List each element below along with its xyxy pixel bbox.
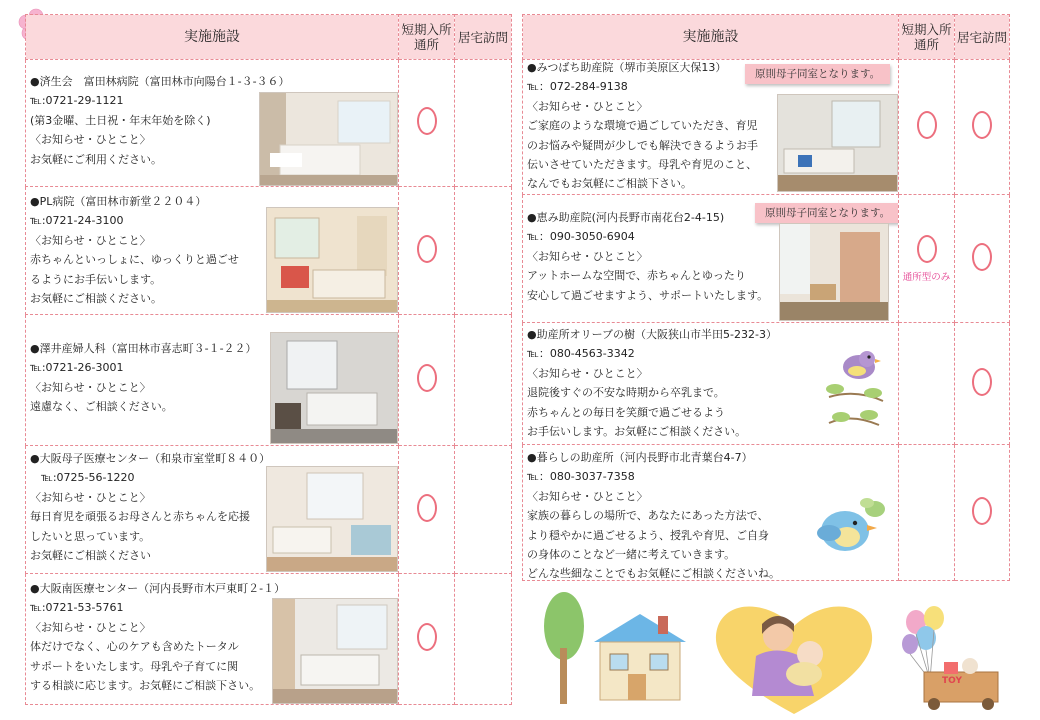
header-short-stay: 短期入所 通所 xyxy=(899,15,955,60)
bird-on-branch-icon xyxy=(821,337,891,437)
facility-text: 安心して過ごせますよう、サポートいたします。 xyxy=(527,288,769,302)
facility-text: アットホームな空間で、赤ちゃんとゆったり xyxy=(527,269,746,283)
facility-text: お気軽にご相談ください。 xyxy=(30,292,162,306)
facility-text: 〈お知らせ・ひとこと〉 xyxy=(30,233,151,247)
facility-text: 〈お知らせ・ひとこと〉 xyxy=(30,620,151,634)
blue-bird-icon xyxy=(805,495,889,565)
facility-phone: ℡:0721-24-3100 xyxy=(30,214,124,228)
balloons-icon xyxy=(900,604,1010,714)
facility-text: 〈お知らせ・ひとこと〉 xyxy=(30,490,151,504)
facility-text: 〈お知らせ・ひとこと〉 xyxy=(30,133,151,147)
facility-name: ●大阪母子医療センター（和泉市室堂町８４０） xyxy=(30,452,271,465)
home-visit-cell xyxy=(455,574,512,705)
facility-cell xyxy=(26,315,399,446)
home-visit-available-mark xyxy=(972,111,992,139)
facility-phone: ℡:0721-53-5761 xyxy=(30,601,124,615)
hospital-room-photo xyxy=(259,92,398,186)
facility-text: るようにお手伝いします。 xyxy=(30,272,162,286)
short-stay-available-mark xyxy=(417,494,437,522)
short-stay-available-mark xyxy=(417,235,437,263)
facility-cell xyxy=(523,445,899,581)
facility-text: 遠慮なく、ご相談ください。 xyxy=(30,400,173,414)
short-stay-available-mark xyxy=(917,235,937,263)
facility-text: のお悩みや疑問が少しでも解決できるようお手 xyxy=(527,138,758,152)
header-short-stay: 短期入所 通所 xyxy=(399,15,455,60)
facility-cell xyxy=(523,195,899,323)
facility-phone: ℡:0721-26-3001 xyxy=(30,361,124,375)
facility-cell xyxy=(26,60,399,187)
birth-house-room-photo xyxy=(777,94,898,192)
facility-text: なんでもお気軽にご相談下さい。 xyxy=(527,177,692,191)
facility-text: したいと思っています。 xyxy=(30,529,151,543)
facility-name: ●助産所オリーブの樹（大阪狭山市半田5-232-3） xyxy=(527,328,777,341)
facility-text: 赤ちゃんとの毎日を笑顔で過ごせるよう xyxy=(527,405,725,419)
facility-cell xyxy=(26,187,399,315)
facility-name: ●恵み助産院(河内長野市南花台2-4-15) xyxy=(527,211,725,224)
same-room-note: 原則母子同室となります。 xyxy=(745,64,890,84)
facility-cell xyxy=(26,446,399,574)
facility-phone: ℡：072-284-9138 xyxy=(527,80,628,94)
home-visit-available-mark xyxy=(972,368,992,396)
header-facility: 実施施設 xyxy=(523,15,899,60)
mother-and-baby-heart-icon xyxy=(704,596,884,716)
short-stay-available-mark xyxy=(417,364,437,392)
facility-text: より穏やかに過ごせるよう、授乳や育児、ご自身 xyxy=(527,528,769,542)
facility-text: お手伝いします。お気軽にご相談ください。 xyxy=(527,425,747,439)
facility-text: お気軽にご利用ください。 xyxy=(30,152,162,166)
home-visit-available-mark xyxy=(972,497,992,525)
day-care-only-note: 通所型のみ xyxy=(902,271,951,283)
facility-text: 伝いさせていただきます。母乳や育児のこと、 xyxy=(527,158,758,172)
facility-text: の身体のことなど一緒に考えていきます。 xyxy=(527,548,736,562)
facility-phone: ℡:0725-56-1220 xyxy=(30,471,135,485)
hospital-room-photo xyxy=(270,332,398,444)
short-stay-available-mark xyxy=(917,111,937,139)
facility-phone: ℡：090-3050-6904 xyxy=(527,230,635,244)
same-room-note: 原則母子同室となります。 xyxy=(755,203,899,223)
hospital-room-photo xyxy=(266,466,398,572)
home-visit-cell xyxy=(455,315,512,446)
birth-house-room-photo xyxy=(779,223,889,321)
facility-name: ●大阪南医療センター（河内長野市木戸東町２-１） xyxy=(30,582,286,595)
facility-phone: ℡:0721-29-1121 xyxy=(30,94,124,108)
facility-text: 家族の暮らしの場所で、あなたにあった方法で、 xyxy=(527,509,769,523)
short-stay-cell xyxy=(899,323,955,445)
facility-text: 体だけでなく、心のケアも含めたトータル xyxy=(30,640,239,654)
facility-text: 毎日育児を頑張るお母さんと赤ちゃんを応援 xyxy=(30,510,250,524)
facility-text: 赤ちゃんといっしょに、ゆっくりと過ごせ xyxy=(30,253,239,267)
home-visit-cell xyxy=(455,60,512,187)
home-visit-available-mark xyxy=(972,243,992,271)
facility-text: 〈お知らせ・ひとこと〉 xyxy=(527,99,648,113)
short-stay-available-mark xyxy=(417,107,437,135)
toy-illustration xyxy=(900,604,1010,714)
hospital-room-photo xyxy=(272,598,398,704)
facility-name: ●暮らしの助産所（河内長野市北青葉台4-7） xyxy=(527,451,753,464)
facility-text: お気軽にご相談ください xyxy=(30,549,151,563)
facility-phone: ℡：080-3037-7358 xyxy=(527,470,635,484)
facility-name: ●済生会 富田林病院（富田林市向陽台１-３-３６） xyxy=(30,75,290,88)
facility-name: ●澤井産婦人科（富田林市喜志町３-１-２２） xyxy=(30,342,257,355)
facility-cell xyxy=(523,60,899,195)
facility-text: どんな些細なことでもお気軽にご相談くださいね。 xyxy=(527,567,780,581)
facility-text: ご家庭のような環境で過ごしていただき、育児 xyxy=(527,119,758,133)
facility-text: する相談に応じます。お気軽にご相談下さい。 xyxy=(30,679,261,693)
facility-name: ●みつばち助産院（堺市美原区大保13） xyxy=(527,61,727,74)
left-facility-table xyxy=(25,14,512,705)
facility-text: 〈お知らせ・ひとこと〉 xyxy=(527,249,648,263)
short-stay-available-mark xyxy=(417,623,437,651)
facility-cell xyxy=(26,574,399,705)
facility-text: サポートをいたします。母乳や子育てに関 xyxy=(30,659,239,673)
facility-text: 〈お知らせ・ひとこと〉 xyxy=(527,489,648,503)
facility-text: 〈お知らせ・ひとこと〉 xyxy=(30,380,151,394)
facility-text: 〈お知らせ・ひとこと〉 xyxy=(527,366,648,380)
header-facility: 実施施設 xyxy=(26,15,399,60)
header-home-visit: 居宅訪問 xyxy=(455,15,512,60)
toy-box-label: TOY xyxy=(942,676,962,686)
home-visit-cell xyxy=(455,446,512,574)
facility-text: 退院後すぐの不安な時期から卒乳まで。 xyxy=(527,386,725,400)
facility-name: ●PL病院（富田林市新堂２２０４） xyxy=(30,195,207,208)
hospital-room-photo xyxy=(266,207,398,313)
short-stay-cell xyxy=(899,445,955,581)
facility-text: (第3金曜、土日祝・年末年始を除く) xyxy=(30,113,211,127)
right-facility-table xyxy=(522,14,1010,581)
header-home-visit: 居宅訪問 xyxy=(955,15,1010,60)
home-visit-cell xyxy=(455,187,512,315)
tree-and-house-icon xyxy=(540,588,700,706)
facility-cell xyxy=(523,323,899,445)
facility-phone: ℡：080-4563-3342 xyxy=(527,347,635,361)
